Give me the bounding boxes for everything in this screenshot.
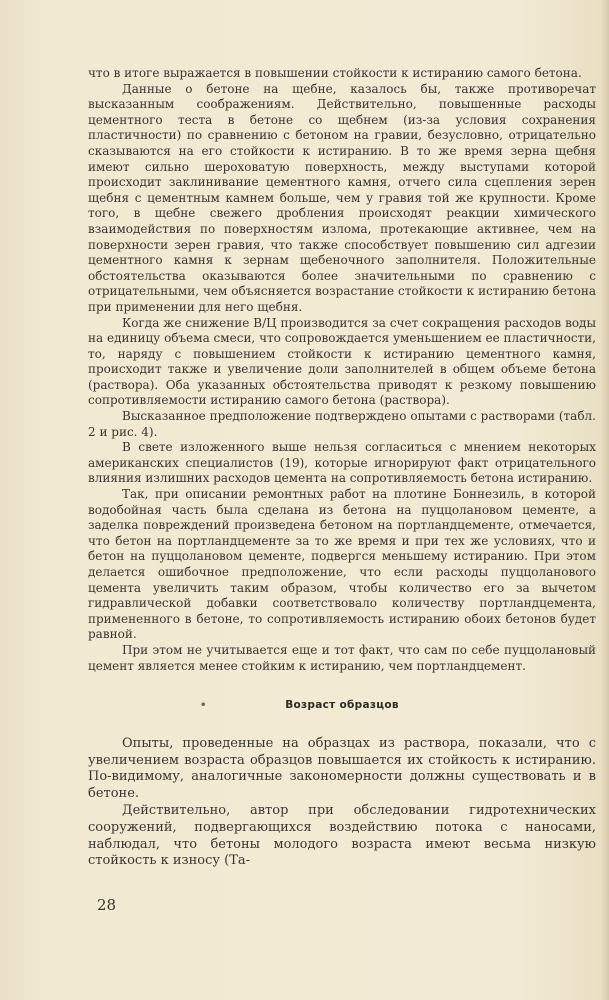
paragraph-5: В свете изложенного выше нельзя согласиться с мнением некоторых американских специалистов (19), которые игнорируют факт отрицательного влияния излишних расходов цемента на сопротивляемость бетона истиранию. <box>88 440 596 486</box>
paragraph-1: что в итоге выражается в повышении стойкости к истиранию самого бетона. <box>88 66 582 80</box>
section-heading-text: Возраст образцов <box>285 699 399 712</box>
page-body <box>88 66 596 870</box>
paragraph-9: Действительно, автор при обследовании гидротехнических сооружений, подвергающихся воздействию потока с наносами, наблюдал, что бетоны молодого возраста имеют весьма низкую стойкость к износу (Та- <box>88 802 596 869</box>
paragraph-6: Так, при описании ремонтных работ на плотине Боннезиль, в которой водобойная часть была сделана из бетона на пуццолановом цементе, а заделка повреждений произведена бетоном на портландцементе, отмечается, что бетон на портландцементе за то же время и при тех же условиях, что и бетон на пуццолановом цементе, подвергся меньшему истиранию. При этом делается ошибочное предположение, что если расходы пуццоланового цемента увеличить таким образом, чтобы количество его за вычетом гидравлической добавки соответствовало количеству портландцемента, примененного в бетоне, то сопротивляемость истиранию обоих бетонов будет равной. <box>88 487 596 642</box>
paragraph-8: Опыты, проведенные на образцах из раствора, показали, что с увеличением возраста образцов повышается их стойкость к истиранию. По-видимому, аналогичные закономерности должны существовать и в бетоне. <box>88 735 596 802</box>
paragraph-4: Высказанное предположение подтверждено опытами с растворами (табл. 2 и рис. 4). <box>88 409 596 439</box>
paragraph-7: При этом не учитывается еще и тот факт, что сам по себе пуццолановый цемент является менее стойким к истиранию, чем портландцемент. <box>88 642 596 673</box>
section-heading <box>88 698 596 714</box>
paragraph-3: Когда же снижение В/Ц производится за счет сокращения расходов воды на единицу объема смеси, что сопровождается уменьшением ее пластичности, то, наряду с повышением стойкости к истиранию цементного камня, происходит также и увеличение доли заполнителей в общем объеме бетона (раствора). Оба указанных обстоятельства приводят к резкому повышению сопротивляемости истиранию самого бетона (раствора). <box>88 315 596 408</box>
page-number: 28 <box>97 896 117 914</box>
paragraph-2: Данные о бетоне на щебне, казалось бы, также противоречат высказанным соображениям. Действительно, повышенные расходы цементного теста в бетоне со щебнем (из-за условия сохранения пластичности) по сравнению с бетоном на гравии, безусловно, отрицательно сказываются на его стойкости к истиранию. В то же время зерна щебня имеют сильно шероховатую поверхность, между выступами которой происходит заклинивание цементного камня, отчего сила сцепления зерен щебня с цементным камнем больше, чем у гравия той же крупности. Кроме того, в щебне свежего дробления происходят реакции химического взаимодействия по поверхностям излома, протекающие активнее, чем на поверхности зерен гравия, что также способствует повышению сил адгезии цементного камня к зернам щебеночного заполнителя. Положительные обстоятельства оказываются более значительными по сравнению с отрицательными, чем объясняется возрастание стойкости к истиранию бетона при применении для него щебня. <box>88 81 596 314</box>
bullet-mark-icon: • <box>200 700 207 712</box>
